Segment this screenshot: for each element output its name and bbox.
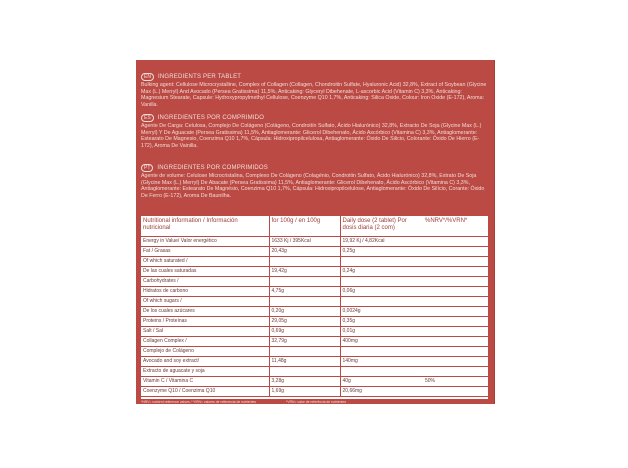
per-100g-cell — [269, 276, 340, 286]
nrv-cell — [423, 286, 488, 296]
nutrient-cell: Coenzyme Q10 / Coenzima Q10 — [141, 386, 269, 396]
nutrient-cell: Extracto de aguacate y soja — [141, 366, 269, 376]
nrv-cell — [423, 356, 488, 366]
per-100g-cell — [269, 346, 340, 356]
table-row — [141, 266, 488, 276]
table-row — [141, 326, 488, 336]
daily-dose-cell — [340, 366, 423, 376]
nutrient-cell: Salt / Sal — [141, 326, 269, 336]
nutrient-cell: Energy in Value/ Valor energético — [141, 236, 269, 246]
section-title: INGREDIENTES POR COMPRIMIDOS — [157, 164, 268, 171]
daily-dose-cell: 0,25g — [340, 246, 423, 256]
table-row — [141, 236, 488, 246]
ingredients-text: Bulking agent: Cellulose Microcrystalline, Complex of Collagen (Collagen, Chondroitin Sulfate, Hyaluronic Acid) 32,8%, Extract of Soybean (Glycine Max (L.) Merryl) And Avocado (Persea Gratissima) 11,5%, Anticaking: Glyceryl Dibehenate, L-ascorbic Acid (Vitamin C) 3,3%, Anticaking: Magnesium Stearate, Capsule: Hydroxypropylmethyl Cellulose, Coenzyme Q10 1,7%, Anticaking: Silica Oxide, Colour: Iron Oxide (E-172), Aroma: Vanilla. — [141, 82, 487, 108]
table-row — [141, 256, 488, 266]
header-nutritional-info: Nutritional information / Información nutricional — [141, 216, 269, 236]
daily-dose-cell — [340, 296, 423, 306]
table-row — [141, 356, 488, 366]
table-row — [141, 346, 488, 356]
daily-dose-cell: 0,24g — [340, 266, 423, 276]
per-100g-cell — [269, 366, 340, 376]
daily-dose-cell: 20,66mg — [340, 386, 423, 396]
footnote: *VRN= valor de referência de nutrientes — [286, 400, 347, 404]
per-100g-cell: 4,75g — [269, 286, 340, 296]
daily-dose-cell: 0,01g — [340, 326, 423, 336]
nrv-cell — [423, 276, 488, 286]
daily-dose-cell: 40g — [340, 376, 423, 386]
nrv-cell — [423, 296, 488, 306]
nutrient-cell: Hidratos de carbono — [141, 286, 269, 296]
nutrient-cell: Of which sugars / — [141, 296, 269, 306]
table-row — [141, 306, 488, 316]
per-100g-cell: 1,69g — [269, 386, 340, 396]
nrv-cell — [423, 306, 488, 316]
daily-dose-cell: 400mg — [340, 336, 423, 346]
per-100g-cell: 32,79g — [269, 336, 340, 346]
nrv-cell — [423, 256, 488, 266]
daily-dose-cell: 0,0024g — [340, 306, 423, 316]
per-100g-cell: 0,69g — [269, 326, 340, 336]
per-100g-cell: 1633 Kj / 395Kcal — [269, 236, 340, 246]
daily-dose-cell — [340, 256, 423, 266]
nrv-cell — [423, 316, 488, 326]
per-100g-cell: 20,43g — [269, 246, 340, 256]
per-100g-cell: 11,48g — [269, 356, 340, 366]
nutrition-table — [141, 216, 488, 399]
daily-dose-cell — [340, 346, 423, 356]
table-row — [141, 376, 488, 386]
table-row — [141, 386, 488, 396]
ingredients-text: Agente de volume: Celulose Microcristalina, Complexo De Colágeno (Colagénio, Condroitin Sulfato, Ácido Hialurónico) 32,8%, Extrato De Soja (Glycine Max (L.) Merryl) De Abacate (Persea Gratissima) 11,5%, Antiaglomerante: Glicerol Dibehenato, Ácido Ascórbico (Vitamina C) 3,3%, Antiaglomerante: Estearato De Magnésio, Coenzima Q10 1,7%, Cápsula: Hidroxipropilcelulose, Antiaglomerante: Óxido De Silício, Corante: Óxido De Ferro (E-172), Aroma De Baunilha. — [141, 173, 485, 199]
nutrient-cell: De las cuales saturadas — [141, 266, 269, 276]
table-row — [141, 296, 488, 306]
label-panel — [136, 60, 495, 404]
per-100g-cell — [269, 256, 340, 266]
header-nrv: %NRV*/%VRN* — [423, 216, 488, 236]
table-row — [141, 246, 488, 256]
section-es — [141, 114, 487, 149]
nrv-cell — [423, 386, 488, 396]
language-code: PT — [141, 164, 153, 172]
nrv-cell — [423, 346, 488, 356]
nrv-cell — [423, 326, 488, 336]
table-row — [141, 276, 488, 286]
daily-dose-cell: 0,06g — [340, 286, 423, 296]
nutrient-cell: Collagen Complex / — [141, 336, 269, 346]
per-100g-cell: 3,28g — [269, 376, 340, 386]
nrv-cell — [423, 246, 488, 256]
section-pt — [141, 164, 487, 199]
table-row — [141, 316, 488, 326]
daily-dose-cell: 19,92 Kj / 4,82Kcal — [340, 236, 423, 246]
per-100g-cell: 19,42g — [269, 266, 340, 276]
section-en — [141, 73, 487, 108]
nrv-cell — [423, 236, 488, 246]
table-row — [141, 336, 488, 346]
footnote: *NRV= nutrient reference values / *VRN= valores de referencia de nutrientes — [141, 400, 257, 404]
nrv-cell — [423, 366, 488, 376]
nutrient-cell: De los cuales azúcares — [141, 306, 269, 316]
header-per-100g: for 100g / en 100g — [269, 216, 340, 236]
section-title: INGREDIENTS PER TABLET — [157, 73, 242, 80]
nutrient-cell: Complejo de Colágeno — [141, 346, 269, 356]
table-row — [141, 286, 488, 296]
language-code: EN — [141, 73, 154, 81]
nrv-cell — [423, 336, 488, 346]
per-100g-cell: 29,05g — [269, 316, 340, 326]
per-100g-cell: 0,20g — [269, 306, 340, 316]
nutrient-cell: Of which saturated / — [141, 256, 269, 266]
table-row — [141, 366, 488, 376]
nutrient-cell: Fat / Grasas — [141, 246, 269, 256]
daily-dose-cell: 0,35g — [340, 316, 423, 326]
nutrient-cell: Carbohydrates / — [141, 276, 269, 286]
language-code: ES — [141, 114, 154, 122]
nutrient-cell: Vitamin C / Vitamina C — [141, 376, 269, 386]
nutrient-cell: Proteins / Proteínas — [141, 316, 269, 326]
per-100g-cell — [269, 296, 340, 306]
daily-dose-cell: 140mg — [340, 356, 423, 366]
header-daily-dose: Daily dose (2 tablet) Por dosis diaria (2 com) — [340, 216, 423, 236]
section-title: INGREDIENTES POR COMPRIMIDO — [157, 114, 265, 121]
nrv-cell — [423, 266, 488, 276]
daily-dose-cell — [340, 276, 423, 286]
nrv-cell: 50% — [423, 376, 488, 386]
nutrient-cell: Avocado and soy extract/ — [141, 356, 269, 366]
ingredients-text: Agente De Carga: Celulosa, Complejo De Colágeno (Colágeno, Condroitín Sulfato, Ácido Hialurónico) 32,8%, Extracto De Soja (Glycine Max (L.) Merryl) Y De Aguacate (Persea Gratissima) 11,5%, Antiaglomerante: Glicerol Dibehenato, Ácido Ascórbico (Vitamina C) 3,3%, Antiaglomerante: Estearato De Magnesio, Coenzima Q10 1,7%, Cápsula: Hidroxipropilcelulosa, Antiaglomerante: Óxido De Silicio, Colorante: Óxido De Hierro (E-172), Aroma De Vainilla. — [141, 123, 482, 149]
